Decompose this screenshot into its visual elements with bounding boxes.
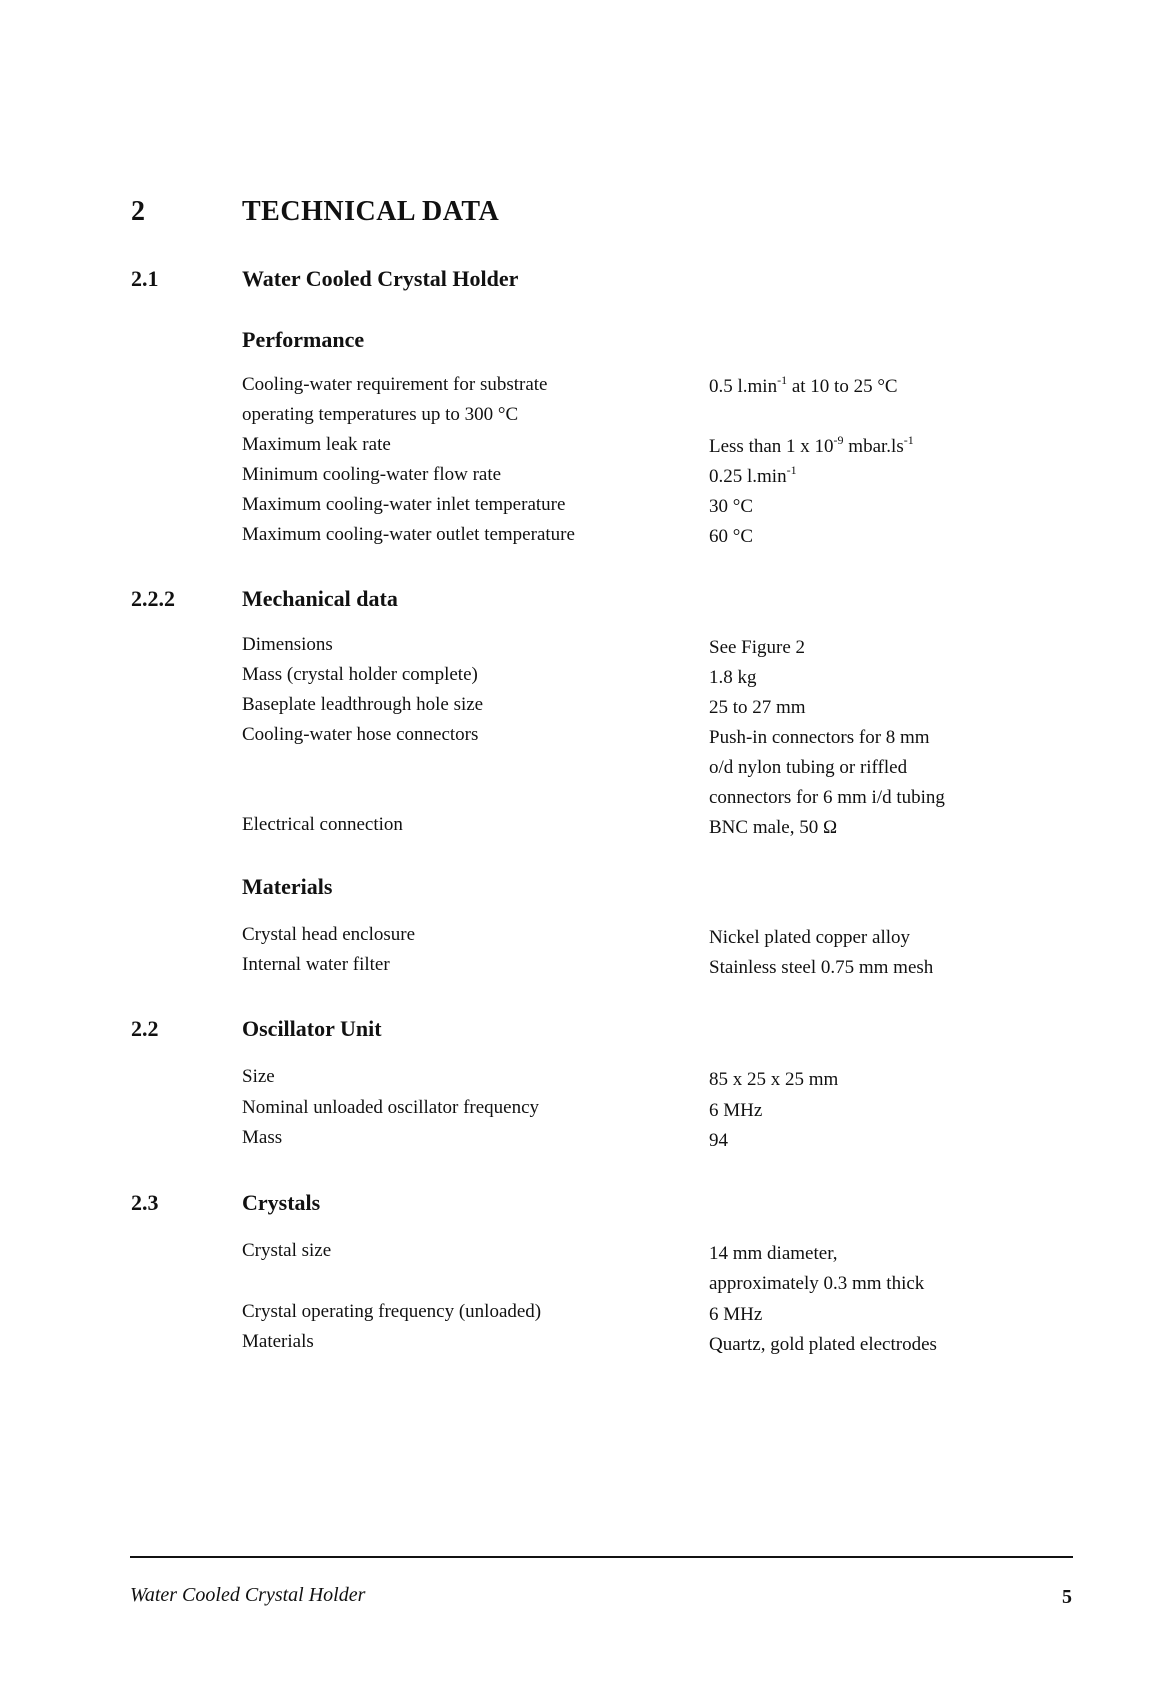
spec-value: 25 to 27 mm — [709, 697, 806, 718]
chapter-title: TECHNICAL DATA — [242, 196, 500, 227]
spec-label: Electrical connection — [242, 814, 403, 835]
spec-label: Materials — [242, 1331, 314, 1352]
section-title: Water Cooled Crystal Holder — [242, 266, 519, 291]
footer-title: Water Cooled Crystal Holder — [130, 1584, 366, 1606]
spec-label: Cooling-water hose connectors — [242, 724, 479, 745]
spec-value: 60 °C — [709, 526, 754, 547]
spec-value: Quartz, gold plated electrodes — [709, 1334, 937, 1355]
spec-value: approximately 0.3 mm thick — [709, 1273, 925, 1294]
spec-value: 0.5 $l.\min^{-1}$ at 10 to 25 °C — [709, 373, 898, 397]
section-number: 2.1 — [131, 266, 159, 291]
spec-label: Baseplate leadthrough hole size — [242, 694, 484, 715]
spec-value: 6 MHz — [709, 1304, 763, 1325]
spec-value: 30 °C — [709, 496, 754, 517]
spec-value: o/d nylon tubing or riffled — [709, 757, 908, 778]
spec-label: Crystal operating frequency (unloaded) — [242, 1301, 542, 1322]
spec-label: Mass — [242, 1127, 283, 1148]
spec-value: See Figure 2 — [709, 637, 806, 658]
spec-value: 0.25 $l.\min^{-1}$ — [709, 463, 797, 487]
section-title: Mechanical data — [242, 586, 398, 611]
page-number: 5 — [1062, 1586, 1072, 1608]
spec-label: operating temperatures up to 300 °C — [242, 404, 519, 425]
subsection-title: Materials — [242, 874, 333, 899]
subsection-title: Performance — [242, 327, 365, 352]
spec-value: connectors for 6 mm i/d tubing — [709, 787, 945, 808]
spec-label: Maximum cooling-water outlet temperature — [242, 524, 575, 545]
spec-value: BNC male, 50 Ω — [709, 817, 838, 838]
spec-label: Nominal unloaded oscillator frequency — [242, 1097, 540, 1118]
section-number: 2.2.2 — [131, 586, 175, 611]
spec-value: Push-in connectors for 8 mm — [709, 727, 930, 748]
spec-label: Internal water filter — [242, 954, 390, 975]
spec-value: 14 mm diameter, — [709, 1243, 838, 1264]
spec-value: 6 MHz — [709, 1100, 763, 1121]
spec-label: Size — [242, 1066, 275, 1087]
spec-label: Minimum cooling-water flow rate — [242, 464, 502, 485]
spec-value: 85 x 25 x 25 mm — [709, 1069, 839, 1090]
spec-label: Mass (crystal holder complete) — [242, 664, 478, 685]
section-title: Oscillator Unit — [242, 1016, 382, 1041]
spec-value: Stainless steel 0.75 mm mesh — [709, 957, 934, 978]
spec-value: Less than 1 x $10^{-9}$ $mbar.ls^{-1}$ — [709, 433, 914, 457]
spec-label: Maximum leak rate — [242, 434, 391, 455]
spec-label: Cooling-water requirement for substrate — [242, 374, 548, 395]
chapter-number: 2 — [131, 196, 145, 227]
spec-label: Maximum cooling-water inlet temperature — [242, 494, 566, 515]
spec-label: Dimensions — [242, 634, 333, 655]
spec-value: Nickel plated copper alloy — [709, 927, 911, 948]
section-number: 2.2 — [131, 1016, 159, 1041]
spec-value: 1.8 kg — [709, 667, 757, 688]
spec-value: 94 — [709, 1130, 728, 1151]
section-number: 2.3 — [131, 1190, 159, 1215]
spec-label: Crystal size — [242, 1240, 332, 1261]
footer-rule — [130, 1556, 1073, 1558]
section-title: Crystals — [242, 1190, 321, 1215]
spec-label: Crystal head enclosure — [242, 924, 416, 945]
